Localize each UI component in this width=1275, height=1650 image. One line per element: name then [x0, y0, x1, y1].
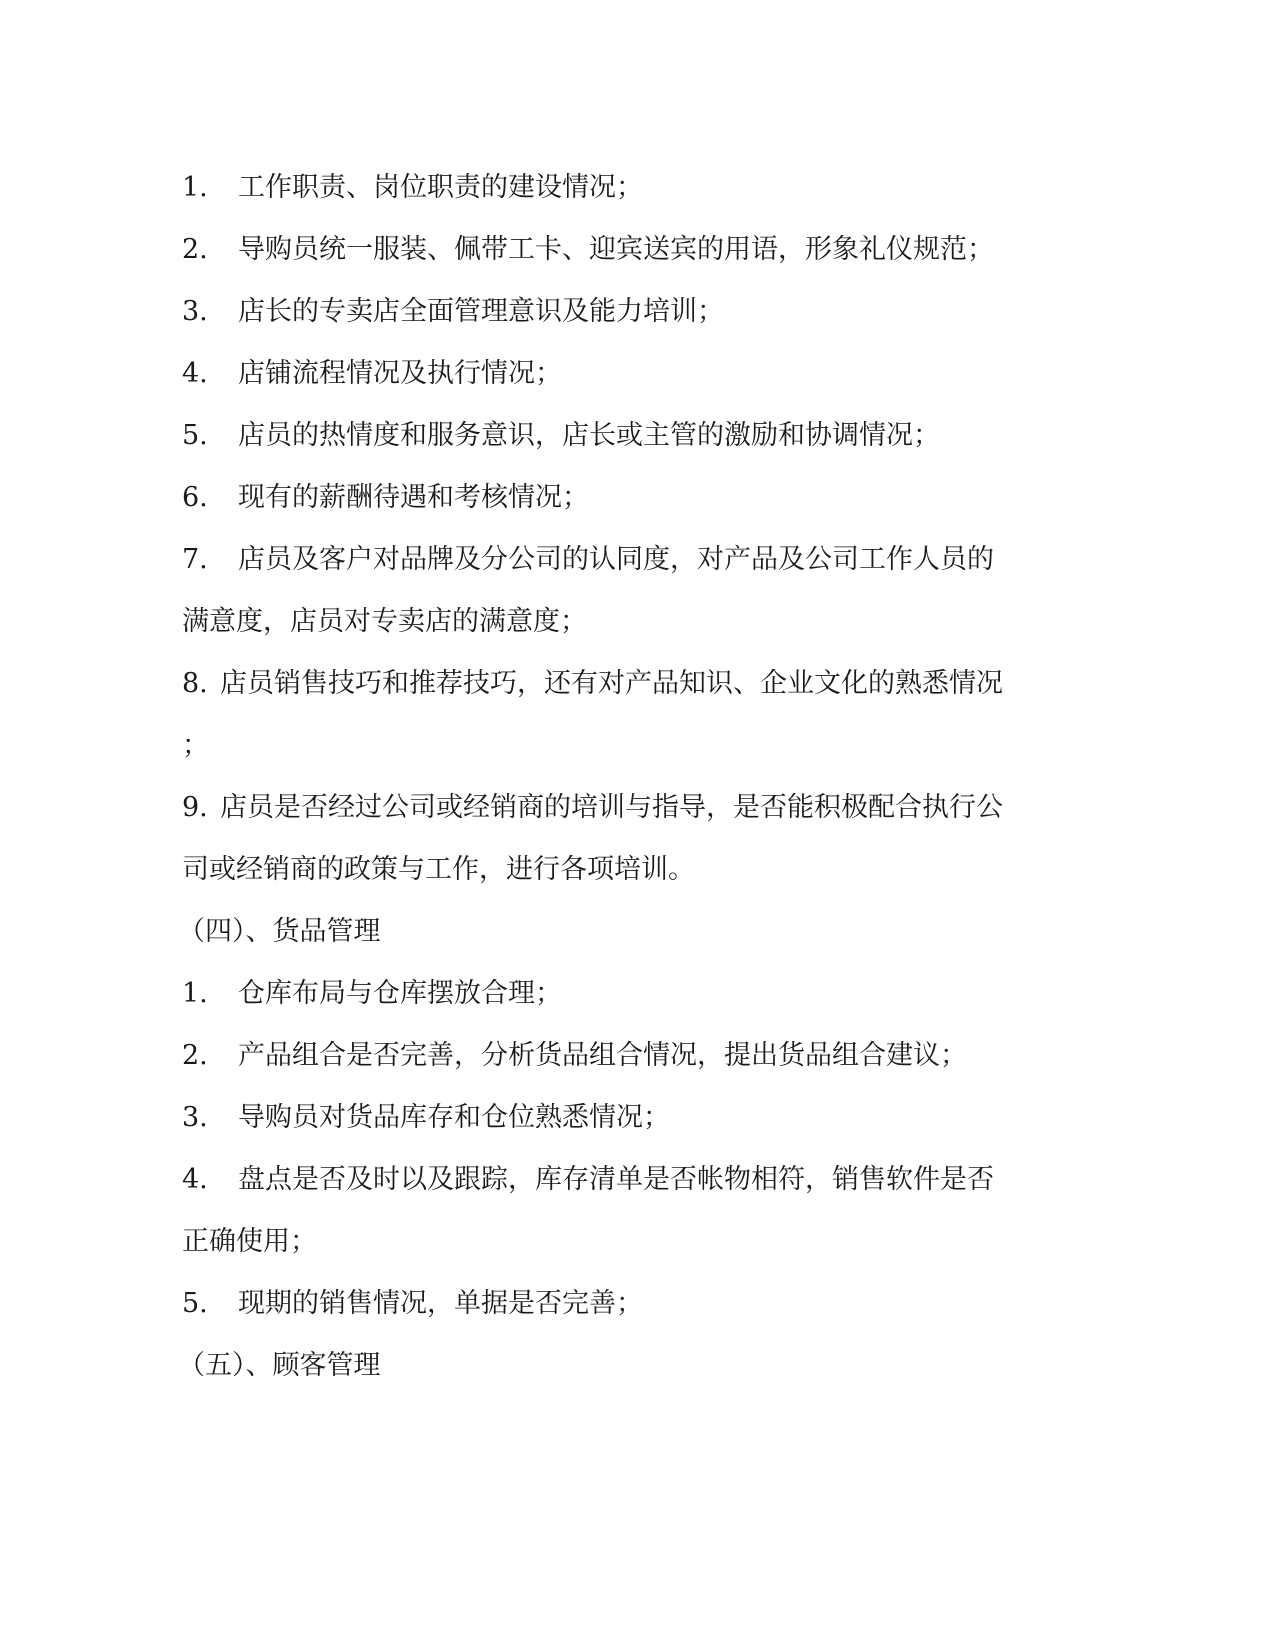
list-item-continuation: 满意度，店员对专卖店的满意度； [182, 606, 587, 637]
section-heading: （五）、顾客管理 [178, 1350, 381, 1381]
item-number: 4. [182, 1164, 208, 1195]
list-item [182, 1087, 1082, 1149]
item-number: 4. [182, 358, 208, 389]
section-heading: （四）、货品管理 [178, 916, 381, 947]
item-number: 6. [182, 482, 208, 513]
item-number: 9. [182, 792, 208, 823]
list-item [182, 777, 1082, 839]
list-item [182, 1025, 1082, 1087]
item-number: 8. [182, 668, 208, 699]
list-item [182, 157, 1082, 219]
list-item [182, 1149, 1082, 1211]
list-item [182, 653, 1082, 715]
item-text: 现期的销售情况，单据是否完善； [238, 1288, 643, 1319]
item-text: 现有的薪酬待遇和考核情况； [238, 482, 589, 513]
item-number: 5. [182, 420, 208, 451]
item-text: 店员的热情度和服务意识，店长或主管的激励和协调情况； [238, 420, 940, 451]
list-item-continuation: ； [182, 730, 209, 761]
list-item-continuation: 正确使用； [182, 1226, 317, 1257]
item-number: 1. [182, 978, 208, 1009]
item-text: 店员销售技巧和推荐技巧，还有对产品知识、企业文化的熟悉情况 [220, 668, 1003, 699]
item-number: 1. [182, 172, 208, 203]
list-item [182, 219, 1082, 281]
item-text: 工作职责、岗位职责的建设情况； [238, 172, 643, 203]
item-number: 7. [182, 544, 208, 575]
item-text: 店员是否经过公司或经销商的培训与指导，是否能积极配合执行公 [220, 792, 1003, 823]
item-text: 盘点是否及时以及跟踪，库存清单是否帐物相符，销售软件是否 [238, 1164, 994, 1195]
item-number: 3. [182, 296, 208, 327]
list-item [182, 405, 1082, 467]
document-body [178, 157, 1082, 1397]
item-text: 产品组合是否完善，分析货品组合情况，提出货品组合建议； [238, 1040, 967, 1071]
item-number: 5. [182, 1288, 208, 1319]
item-text: 店长的专卖店全面管理意识及能力培训； [238, 296, 724, 327]
list-item [182, 343, 1082, 405]
item-text: 导购员对货品库存和仓位熟悉情况； [238, 1102, 670, 1133]
list-item [182, 281, 1082, 343]
item-text: 店员及客户对品牌及分公司的认同度，对产品及公司工作人员的 [238, 544, 994, 575]
list-item [182, 1273, 1082, 1335]
item-text: 店铺流程情况及执行情况； [238, 358, 562, 389]
list-item [182, 467, 1082, 529]
item-number: 2. [182, 234, 208, 265]
item-number: 3. [182, 1102, 208, 1133]
item-text: 仓库布局与仓库摆放合理； [238, 978, 562, 1009]
item-number: 2. [182, 1040, 208, 1071]
list-item [182, 963, 1082, 1025]
list-item [182, 529, 1082, 591]
list-item-continuation: 司或经销商的政策与工作，进行各项培训。 [182, 854, 695, 885]
item-text: 导购员统一服装、佩带工卡、迎宾送宾的用语，形象礼仪规范； [238, 234, 994, 265]
